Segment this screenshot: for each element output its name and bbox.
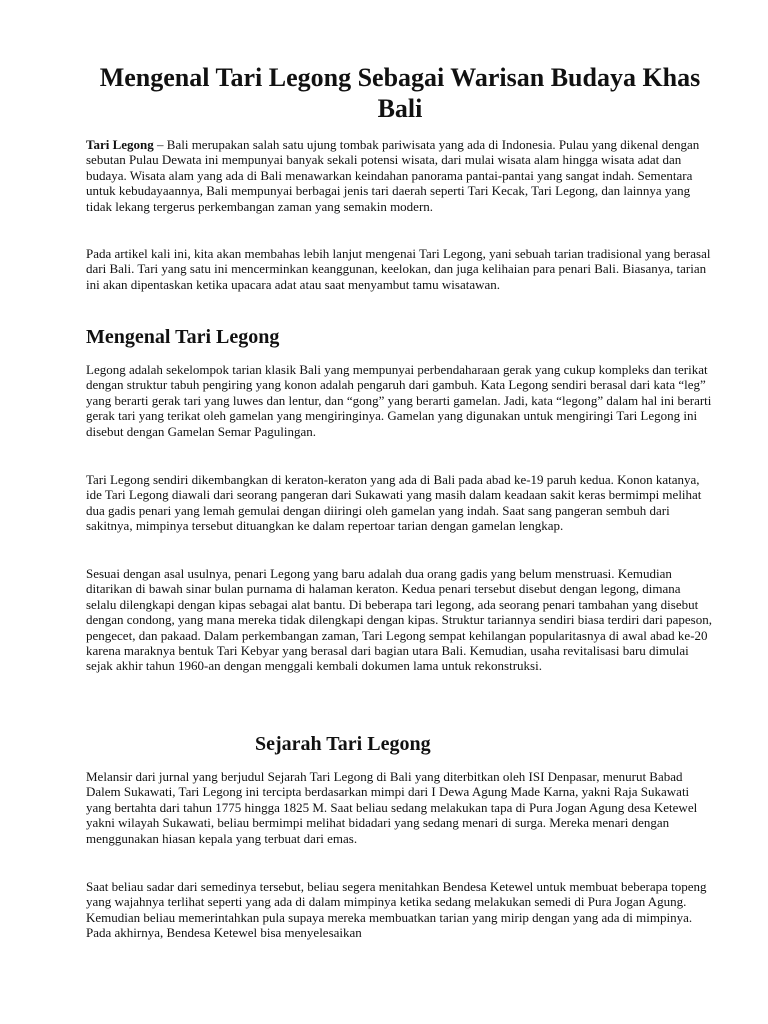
section-1-heading: Mengenal Tari Legong: [86, 326, 280, 348]
section-2-paragraph-2: Saat beliau sadar dari semedinya tersebut, beliau segera menitahkan Bendesa Ketewel untuk membuat beberapa topeng yang wajahnya terlihat seperti yang ada di dalam mimpinya ketika sedang melakukan semedi di Pura Jogan Agung. Kemudian beliau memerintahkan pula supaya mereka membuatkan tarian yang mirip dengan yang ada di mimpinya. Pada akhirnya, Bendesa Ketewel bisa menyelesaikan: [86, 879, 707, 941]
intro-paragraph: [86, 137, 714, 214]
article-title: Mengenal Tari Legong Sebagai Warisan Budaya Khas Bali: [99, 63, 701, 123]
section-2-heading: Sejarah Tari Legong: [255, 733, 431, 755]
section-2-paragraph-1: Melansir dari jurnal yang berjudul Sejarah Tari Legong di Bali yang diterbitkan oleh ISI Denpasar, menurut Babad Dalem Sukawati, Tari Legong ini tercipta berdasarkan mimpi dari I Dewa Agung Made Karna, yakni Raja Sukawati yang bertahta dari tahun 1775 hingga 1825 M. Saat beliau sedang melakukan tapa di Pura Jogan Agung desa Ketewel yakni wilayah Sukawati, beliau bermimpi melihat bidadari yang sedang menari di surga. Mereka menari dengan menggunakan hiasan kepala yang terbuat dari emas.: [86, 769, 698, 846]
intro-lead: Tari Legong: [86, 137, 154, 152]
paragraph-2: Pada artikel kali ini, kita akan membahas lebih lanjut mengenai Tari Legong, yani sebuah tarian tradisional yang berasal dari Bali. Tari yang satu ini mencerminkan keanggunan, keelokan, dan juga kelihaian para penari Bali. Biasanya, tarian ini akan dipentaskan ketika upacara adat atau saat menyambut tamu wisatawan.: [86, 246, 711, 292]
section-1-paragraph-2: Tari Legong sendiri dikembangkan di keraton-keraton yang ada di Bali pada abad ke-19 paruh kedua. Konon katanya, ide Tari Legong diawali dari seorang pangeran dari Sukawati yang masih dalam keadaan sakit keras bermimpi melihat dua gadis penari yang lemah gemulai dengan diiringi oleh gamelan yang indah. Saat sang pangeran sembuh dari sakitnya, mimpinya tersebut dituangkan ke dalam repertoar tarian dengan gamelan lengkap.: [86, 472, 702, 534]
intro-text: – Bali merupakan salah satu ujung tombak pariwisata yang ada di Indonesia. Pulau yang dikenal dengan sebutan Pulau Dewata ini mempunyai banyak sekali potensi wisata, dari mulai wisata alam hingga wisata adat dan budaya. Wisata alam yang ada di Bali menawarkan keindahan panorama pantai-pantai yang sangat indah. Sementara untuk kebudayaannya, Bali mempunyai berbagai jenis tari daerah seperti Tari Kecak, Tari Legong, dan lainnya yang tidak lekang tergerus perkembangan zaman yang semakin modern.: [86, 137, 700, 214]
section-1-paragraph-3: Sesuai dengan asal usulnya, penari Legong yang baru adalah dua orang gadis yang belum menstruasi. Kemudian ditarikan di bawah sinar bulan purnama di halaman keraton. Kedua penari tersebut disebut dengan legong, dimana selalu dilengkapi dengan kipas sebagai alat bantu. Di beberapa tari legong, ada seorang penari tambahan yang disebut dengan condong, yang mana mereka tidak dilengkapi dengan kipas. Struktur tariannya sendiri biasa terdiri dari papeson, pengecet, dan pakaad. Dalam perkembangan zaman, Tari Legong sempat kehilangan popularitasnya di awal abad ke-20 karena maraknya bentuk Tari Kebyar yang berasal dari bagian utara Bali. Kemudian, usaha revitalisasi baru dimulai sejak akhir tahun 1960-an dengan menggali kembali dokumen lama untuk rekonstruksi.: [86, 566, 712, 674]
section-1-paragraph-1: Legong adalah sekelompok tarian klasik Bali yang mempunyai perbendaharaan gerak yang cukup kompleks dan terikat dengan struktur tabuh pengiring yang konon adalah pengaruh dari gambuh. Kata Legong sendiri berasal dari kata “leg” yang berarti gerak tari yang luwes dan lentur, dan “gong” yang berarti gamelan. Jadi, kata “legong” dalam hal ini berarti gerak tari yang terikat oleh gamelan yang mengiringinya. Gamelan yang digunakan untuk mengiringi Tari Legong ini disebut dengan Gamelan Semar Pagulingan.: [86, 362, 712, 439]
